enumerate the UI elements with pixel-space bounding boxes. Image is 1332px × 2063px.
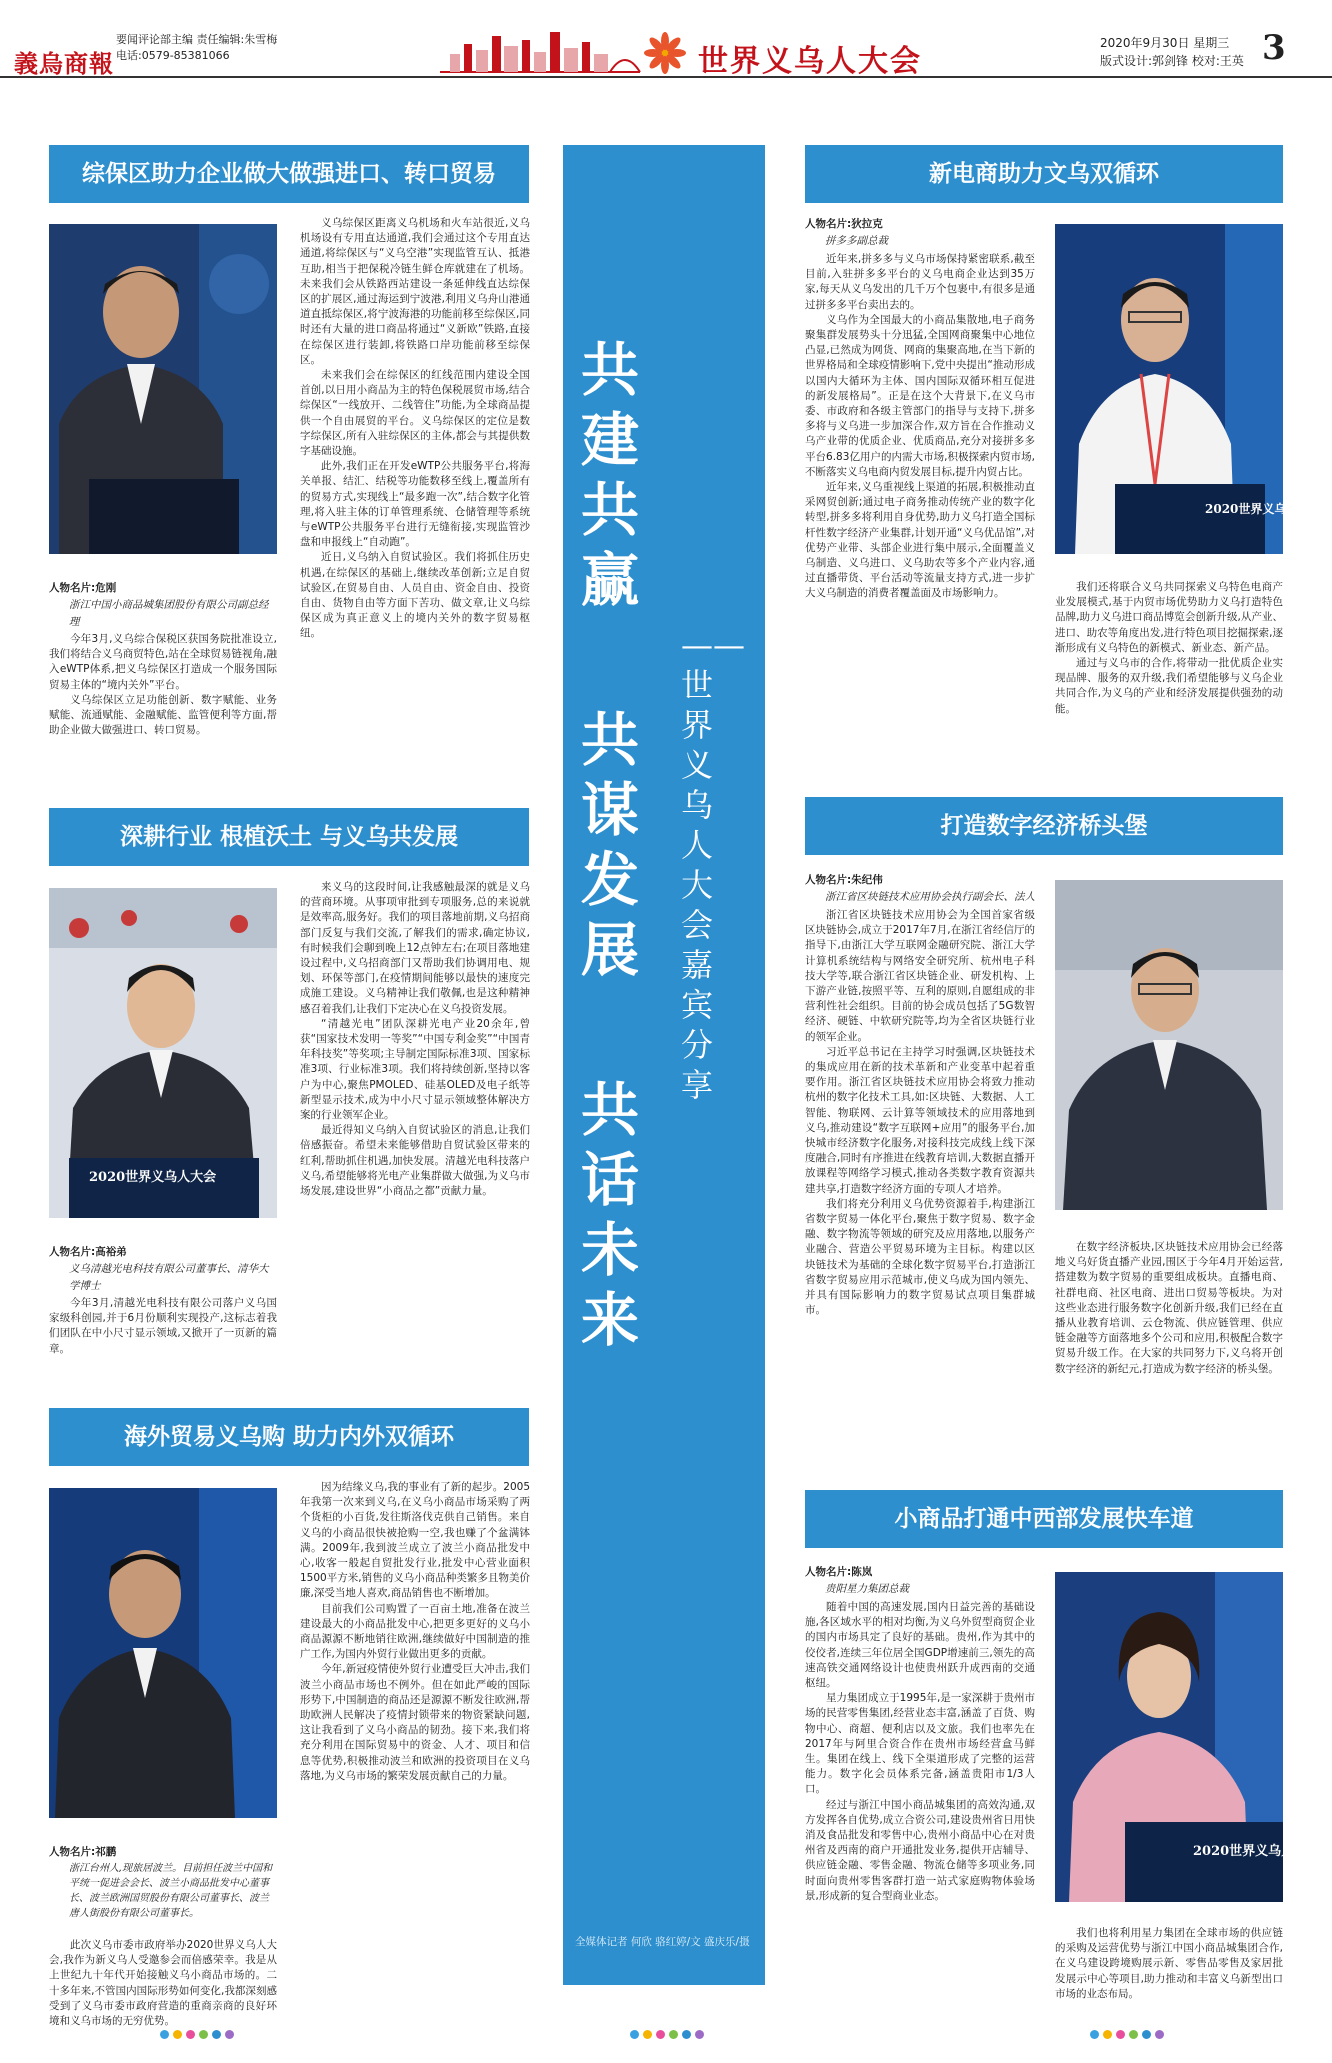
paragraph: 我们还将联合义乌共同探索义乌特色电商产业发展模式,基于内贸市场优势助力义乌打造特色品牌,助力义乌进口商品博览会创新升级,从产业、进口、助农等角度出发,进行特色项目挖掘探索,逐渐形成有义乌特色的新模式、新业态、新产品。 — [1055, 581, 1283, 654]
person-card — [49, 1844, 277, 1921]
footer-dot — [630, 2030, 639, 2039]
article-body — [49, 1938, 277, 2028]
article-body — [805, 908, 1035, 1428]
article-body — [300, 216, 530, 642]
center-banner — [563, 145, 765, 1985]
paragraph: 近年来,拼多多与义乌市场保持紧密联系,截至目前,入驻拼多多平台的义乌电商企业达到35万家,每天从义乌发出的几千万个包裹中,有很多是通过拼多多平台卖出去的。 — [805, 253, 1035, 311]
article-body — [805, 1600, 1035, 1996]
portrait-photo — [1055, 880, 1283, 1210]
footer-dot — [1090, 2030, 1099, 2039]
footer-dot — [669, 2030, 678, 2039]
person-card — [805, 216, 1035, 250]
footer-dot — [1103, 2030, 1112, 2039]
footer-dot — [212, 2030, 221, 2039]
portrait-photo — [49, 888, 277, 1218]
paragraph: 在数字经济板块,区块链技术应用协会已经落地义乌好货直播产业园,围区于今年4月开始运营,搭建数为数字贸易的重要组成板块。直播电商、社群电商、社区电商、进出口贸易等板块。为对这些业态进行服务数字化创新升级,我们已经在直播从业教育培训、云仓物流、供应链管理、供应链金融等方面落地多个公司和应用,积极配合数字贸易升级工作。在大家的共同努力下,义乌将开创数字经济的新纪元,打造成为数字经济的桥头堡。 — [1055, 1241, 1283, 1375]
article-1-title: 综保区助力企业做大做强进口、转口贸易 — [49, 145, 529, 203]
footer-dot — [643, 2030, 652, 2039]
article-2-title: 深耕行业 根植沃土 与义乌共发展 — [49, 808, 529, 866]
footer-dot — [1155, 2030, 1164, 2039]
paragraph: “清越光电”团队深耕光电产业20余年,曾获“国家技术发明一等奖”“中国专利金奖”“中国青年科技奖”等奖项;主导制定国际标准3项、国家标准3项、行业标准3项。我们将持续创新,坚持以客户为中心,聚焦PMOLED、硅基OLED及电子纸等新型显示技术,成为中小尺寸显示领域整体解决方案的行业领军企业。 — [300, 1017, 530, 1122]
portrait-photo — [1055, 1572, 1321, 1902]
article-body — [49, 1296, 277, 1357]
page-header — [0, 0, 1332, 78]
person-name: 人物名片:高裕弟 — [49, 1246, 127, 1258]
article-body — [1055, 580, 1283, 717]
paragraph: 我们将充分利用义乌优势资源着手,构建浙江省数字贸易一体化平台,聚焦于数字贸易、数字金融、数字物流等领域的研究及应用落地,以服务产业融合、营造公平贸易环境为主目标。构建以区块链技术为基础的全球化数字贸易平台,打造浙江省数字贸易应用示范城市,使义乌成为国内领先、并具有国际影响力的数字贸易试点项目集群城市。 — [805, 1197, 1035, 1317]
city-skyline-icon — [440, 28, 640, 74]
person-name: 人物名片:陈岚 — [805, 1566, 873, 1578]
footer-dot — [173, 2030, 182, 2039]
page-number: 3 — [1262, 28, 1286, 68]
issue-date: 2020年9月30日 星期三 — [1100, 36, 1230, 50]
article-3-title: 海外贸易义乌购 助力内外双循环 — [49, 1408, 529, 1466]
paragraph: 来义乌的这段时间,让我感触最深的就是义乌的营商环境。从事项审批到专项服务,总的来说就是效率高,服务好。我们的项目落地前期,义乌招商部门反复与我们交流,了解我们的需求,确定协议,有时候我们会聊到晚上12点钟左右;在项目落地建设过程中,义乌招商部门又帮助我们协调用电、规划、环保等部门,在疫情期间能够以最快的速度完成施工建设。义乌精神让我们敬佩,也是这种精神感召着我们,让我们下定决心在义乌投资发展。 — [300, 881, 530, 1015]
article-5-title: 打造数字经济桥头堡 — [805, 797, 1283, 855]
paragraph: 浙江省区块链技术应用协会为全国首家省级区块链协会,成立于2017年7月,在浙江省经信厅的指导下,由浙江大学互联网金融研究院、浙江大学计算机系统结构与网络安全研究所、杭州电子科技大学等,联合浙江省区块链企业、研发机构、上下游产业链,按照平等、互利的原则,自愿组成的非营利性社会组织。目前的协会成员包括了5G数智经济、硬链、中软研究院等,均为全省区块链行业的领军企业。 — [805, 909, 1035, 1043]
paragraph: 今年3月,清越光电科技有限公司落户义乌国家级科创园,并于6月份顺利实现投产,这标志着我们团队在中小尺寸显示领域,又掀开了一页新的篇章。 — [49, 1297, 277, 1355]
footer-dots-left — [160, 2030, 234, 2039]
person-title: 浙江台州人,现旅居波兰。目前担任波兰中国和平统一促进会会长、波兰小商品批发中心董事长、波兰欧洲国贸股份有限公司董事长、波兰唐人街股份有限公司董事长。 — [69, 1863, 273, 1919]
person-card — [805, 872, 1035, 906]
portrait-photo — [49, 1488, 277, 1818]
footer-dot — [1129, 2030, 1138, 2039]
footer-dot — [682, 2030, 691, 2039]
footer-dot — [695, 2030, 704, 2039]
headline-2: 共谋发展 — [581, 706, 640, 984]
article-body — [300, 1480, 530, 1998]
photo-credit: 全媒体记者 何欣 骆红婷/文 盛庆乐/摄 — [575, 1936, 750, 1948]
footer-dot — [199, 2030, 208, 2039]
design-credit: 版式设计:郭剑锋 校对:王英 — [1100, 54, 1244, 68]
stage-banner-text: 2020世界义乌人大会 — [1193, 1844, 1321, 1859]
stage-banner-text: 2020世界义乌人大会 — [1205, 502, 1323, 516]
portrait-photo — [49, 224, 277, 554]
section-title: 世界义乌人大会 — [698, 44, 922, 79]
paragraph: 此次义乌市委市政府举办2020世界义乌人大会,我作为新义乌人受邀参会而倍感荣幸。我是从上世纪九十年代开始接触义乌小商品市场的。二十多年来,不管国内国际形势如何变化,我都深刻感受到了义乌市委市政府营造的重商亲商的良好环境和义乌市场的无穷优势。 — [49, 1939, 277, 2028]
article-body — [1055, 1926, 1283, 1998]
person-name: 人物名片:祁鹏 — [49, 1846, 117, 1858]
paragraph: 近年来,义乌重视线上渠道的拓展,积极推动直采网贸创新;通过电子商务推动传统产业的数字化转型,拼多多将利用自身优势,助力义乌打造全国标杆性数字经济产业集群,计划开通“义乌优品馆”,对优势产业带、头部企业进行集中展示,全面覆盖义乌制造、义乌进口、义乌助农等多个产业内容,通过直播带货、平台活动等流量支持方式,进一步扩大义乌制造的消费者覆盖面及市场影响力。 — [805, 481, 1035, 600]
paragraph: 通过与义乌市的合作,将带动一批优质企业实现品牌、服务的双升级,我们希望能够与义乌企业共同合作,为义乌的产业和经济发展提供强劲的动能。 — [1055, 657, 1283, 715]
article-6-title: 小商品打通中西部发展快车道 — [805, 1490, 1283, 1548]
portrait-photo — [1055, 224, 1323, 554]
paragraph: 我们也将利用星力集团在全球市场的供应链的采购及运营优势与浙江中国小商品城集团合作,在义乌建设跨境购展示新、零售品零售及家居批发展示中心等项目,助力推动和丰富义乌新型出口市场的业态布局。 — [1055, 1927, 1283, 2000]
phone-line: 电话:0579-85381066 — [116, 49, 230, 62]
person-title: 义乌清越光电科技有限公司董事长、清华大学博士 — [69, 1263, 269, 1292]
paragraph: 最近得知义乌纳入自贸试验区的消息,让我们倍感振奋。希望未来能够借助自贸试验区带来的红利,帮助抓住机遇,加快发展。清越光电科技落户义乌,希望能够将光电产业集群做大做强,为义乌市场发展,建设世界“小商品之都”贡献力量。 — [300, 1124, 530, 1198]
person-card — [805, 1564, 1035, 1598]
article-body — [300, 880, 530, 1199]
paragraph: 因为结缘义乌,我的事业有了新的起步。2005年我第一次来到义乌,在义乌小商品市场采购了两个货柜的小百货,发往斯洛伐克供自己销售。来自义乌的小商品很快被抢购一空,我也赚了个盆满钵满。2009年,我到波兰成立了波兰小商品批发中心,收客一般起自贸批发行业,批发中心营业面积1500平方米,销售的义乌小商品种类繁多且物美价廉,深受当地人喜欢,商品销售也不断增加。 — [300, 1481, 530, 1600]
person-card — [49, 580, 277, 631]
editor-line: 要闻评论部主编 责任编辑:朱雪梅 — [116, 33, 278, 46]
subhead: ——世界义乌人大会嘉宾分享 — [681, 626, 745, 1104]
person-title: 浙江中国小商品城集团股份有限公司副总经理 — [69, 599, 269, 628]
paragraph: 今年3月,义乌综合保税区获国务院批准设立,我们将结合义乌商贸特色,站在全球贸易链视角,融入eWTP体系,把义乌综保区打造成一个服务国际贸易主体的“境内关外”平台。 — [49, 633, 277, 691]
article-4-title: 新电商助力文乌双循环 — [805, 145, 1283, 203]
paragraph: 近日,义乌纳入自贸试验区。我们将抓住历史机遇,在综保区的基础上,继续改革创新;立足自贸试验区,在贸易自由、人员自由、资金自由、投资自由、货物自由等方面下苦功、做文章,让义乌综保区成为真正意义上的境内关外的数字贸易枢纽。 — [300, 551, 530, 640]
paragraph: 星力集团成立于1995年,是一家深耕于贵州市场的民营零售集团,经营业态丰富,涵盖了百货、购物中心、商超、便利店以及文旅。我们也率先在2017年与阿里合资合作在贵州市场经营盒马鲜生。集团在线上、线下全渠道形成了完整的运营能力。数字化会员体系完备,涵盖贵阳市1/3人口。 — [805, 1692, 1035, 1796]
headline-3: 共话未来 — [581, 1076, 640, 1354]
footer-dot — [1116, 2030, 1125, 2039]
person-name: 人物名片:朱纪伟 — [805, 874, 883, 886]
article-body — [49, 632, 277, 738]
headline-1: 共建共赢 — [581, 336, 640, 614]
paragraph: 义乌综保区距离义乌机场和火车站很近,义乌机场设有专用直达通道,我们会通过这个专用直达通道,将综保区与“义乌空港”实现监管互认、抵港互助,相当于把保税冷链生鲜仓库就建在了机场。未来我们会从铁路西站建设一条延伸线直达综保区的扩展区,通过海运到宁波港,利用义乌舟山港通道直抵综保区,将宁波海港的功能前移至综保区,同时还有大量的进口商品将通过“义新欧”铁路,直接在综保区进行装卸,将铁路口岸功能前移至综保区。 — [300, 217, 530, 366]
paragraph: 习近平总书记在主持学习时强调,区块链技术的集成应用在新的技术革新和产业变革中起着重要作用。浙江省区块链技术应用协会将致力推动杭州的数字化技术工具,如:区块链、大数据、人工智能、物联网、云计算等领域技术的应用落地到义乌,推动建设“数字互联网+应用”的服务平台,加快城市经济数字化服务,对接科技完成线上线下深度融合,同时有序推进在线教育培训,大数据直播开放课程等网络学习模式,推动各类数字教育资源共建共享,打造数字经济方面的专项人才培养。 — [805, 1045, 1035, 1195]
paragraph: 义乌综保区立足功能创新、数字赋能、业务赋能、流通赋能、金融赋能、监管便利等方面,帮助企业做大做强进口、转口贸易。 — [49, 693, 277, 737]
flower-emblem-icon — [640, 30, 690, 76]
issue-info — [1100, 34, 1244, 70]
footer-dot — [225, 2030, 234, 2039]
paragraph: 目前我们公司购置了一百亩土地,准备在波兰建设最大的小商品批发中心,把更多更好的义乌小商品源源不断地销往欧洲,继续做好中国制造的推广工作,为国内外贸行业做出更多的贡献。 — [300, 1602, 530, 1661]
footer-dot — [1142, 2030, 1151, 2039]
footer-dot — [160, 2030, 169, 2039]
paragraph: 随着中国的高速发展,国内日益完善的基础设施,各区域水平的相对均衡,为义乌外贸型商贸企业的国内市场具定了良好的基础。贵州,作为其中的佼佼者,连续三年位居全国GDP增速前三,领先的高速高铁交通网络设计也使贵州跃升成西南的交通枢纽。 — [805, 1601, 1035, 1690]
article-body — [1055, 1240, 1283, 1430]
footer-dot — [186, 2030, 195, 2039]
article-body — [805, 252, 1035, 752]
person-name: 人物名片:狄拉克 — [805, 218, 883, 230]
paragraph: 此外,我们正在开发eWTP公共服务平台,将海关单报、结汇、结税等功能数移至线上,覆盖所有的贸易方式,实现线上“最多跑一次”,结合数字化管理,将入驻主体的订单管理系统、仓储管理等系统与eWTP公共服务平台进行无缝衔接,实现监管沙盘和申报线上“自动跑”。 — [300, 460, 530, 549]
editor-info — [116, 32, 277, 64]
person-title: 拼多多副总裁 — [825, 235, 888, 247]
paragraph: 义乌作为全国最大的小商品集散地,电子商务聚集群发展势头十分迅猛,全国网商聚集中心地位凸显,已然成为网货、网商的集聚高地,在当下新的世界格局和全球疫情影响下,党中央提出“推动形成以国内大循环为主体、国内国际双循环相互促进的新发展格局”。正是在这个大背景下,在义乌市委、市政府和各级主管部门的指导与支持下,拼多多将与义乌进一步加深合作,双方旨在合作推动义乌产业带的优质企业、优质商品,充分对接拼多多平台6.83亿用户的内需大市场,积极探索内贸市场,不断落实义乌电商内贸发展目标,提升内贸占比。 — [805, 313, 1035, 478]
paragraph: 今年,新冠疫情使外贸行业遭受巨大冲击,我们波兰小商品市场也不例外。但在如此严峻的国际形势下,中国制造的商品还是源源不断发往欧洲,帮助欧洲人民解决了疫情封锁带来的物资紧缺问题,这让我看到了义乌小商品的韧劲。接下来,我们将充分利用在国际贸易中的资金、人才、项目和信息等优势,积极推动波兰和欧洲的投资项目在义乌落地,为义乌市场的繁荣发展贡献自己的力量。 — [300, 1663, 530, 1782]
person-name: 人物名片:危刚 — [49, 582, 117, 594]
person-card — [49, 1244, 277, 1295]
stage-banner-text: 2020世界义乌人大会 — [89, 1170, 217, 1185]
paragraph: 经过与浙江中国小商品城集团的高效沟通,双方发挥各自优势,成立合资公司,建设贵州省日用快消及食品批发和零售中心,贵州小商品中心在对贵州省及西南的商户开通批发业务,提供开店辅导、供应链金融、零售金融、物流仓储等多项业务,同时面向贵州零售客群打造一站式家庭购物体验场景,形成新的复合型商业业态。 — [805, 1798, 1035, 1902]
paragraph: 未来我们会在综保区的红线范围内建设全国首创,以日用小商品为主的特色保税展贸市场,结合综保区“一线放开、二线管住”功能,为全球商品提供一个自由展贸的平台。义乌综保区的定位是数字综保区,所有入驻综保区的主体,都会与其提供数字基础设施。 — [300, 369, 530, 458]
footer-dots-right — [1090, 2030, 1164, 2039]
footer-dots-center — [630, 2030, 704, 2039]
newspaper-logo: 義烏商報 — [14, 49, 114, 78]
footer-dot — [656, 2030, 665, 2039]
person-title: 浙江省区块链技术应用协会执行副会长、法人 — [825, 891, 1035, 903]
person-title: 贵阳星力集团总裁 — [825, 1583, 909, 1595]
